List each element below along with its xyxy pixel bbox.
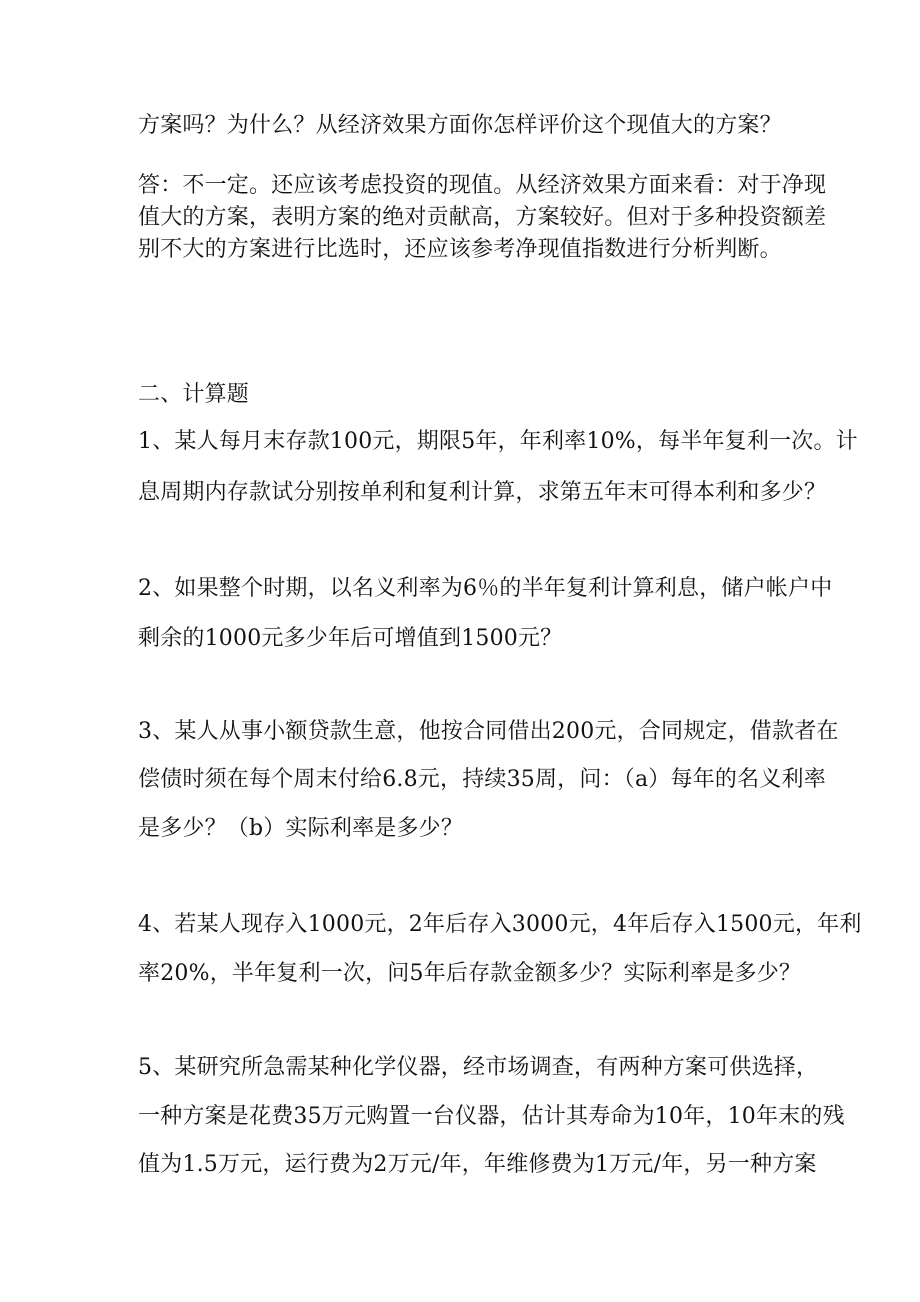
problem-5-line: 5、某研究所急需某种化学仪器，经市场调查，有两种方案可供选择，	[138, 1055, 819, 1080]
answer-line: 值大的方案，表明方案的绝对贡献高，方案较好。但对于多种投资额差	[138, 205, 827, 230]
problem-4-line: 4、若某人现存入1000元，2年后存入3000元，4年后存入1500元，年利	[138, 912, 862, 937]
problem-4-line: 率20%，半年复利一次，问5年后存款金额多少？实际利率是多少？	[138, 961, 802, 986]
problem-3-line: 3、某人从事小额贷款生意，他按合同借出200元，合同规定，借款者在	[138, 719, 839, 744]
problem-5-line: 值为1.5万元，运行费为2万元/年，年维修费为1万元/年，另一种方案	[138, 1152, 817, 1177]
answer-line: 答：不一定。还应该考虑投资的现值。从经济效果方面来看：对于净现	[138, 173, 827, 198]
problem-3-line: 是多少？（b）实际利率是多少？	[138, 816, 464, 841]
problem-2-line: 2、如果整个时期，以名义利率为6％的半年复利计算利息，储户帐户中	[138, 576, 833, 601]
section-heading: 二、计算题	[138, 382, 250, 407]
problem-5-line: 一种方案是花费35万元购置一台仪器，估计其寿命为10年，10年末的残	[138, 1104, 845, 1129]
problem-3-line: 偿债时须在每个周末付给6.8元，持续35周，问：（a）每年的名义利率	[138, 767, 826, 792]
problem-2-line: 剩余的1000元多少年后可增值到1500元？	[138, 626, 563, 651]
problem-1-line: 1、某人每月末存款100元，期限5年，年利率10%，每半年复利一次。计	[138, 429, 858, 454]
problem-1-line: 息周期内存款试分别按单利和复利计算，求第五年末可得本利和多少？	[138, 480, 827, 505]
question-tail-text: 方案吗？为什么？从经济效果方面你怎样评价这个现值大的方案？	[138, 113, 782, 138]
answer-line: 别不大的方案进行比选时，还应该参考净现值指数进行分析判断。	[138, 237, 782, 262]
